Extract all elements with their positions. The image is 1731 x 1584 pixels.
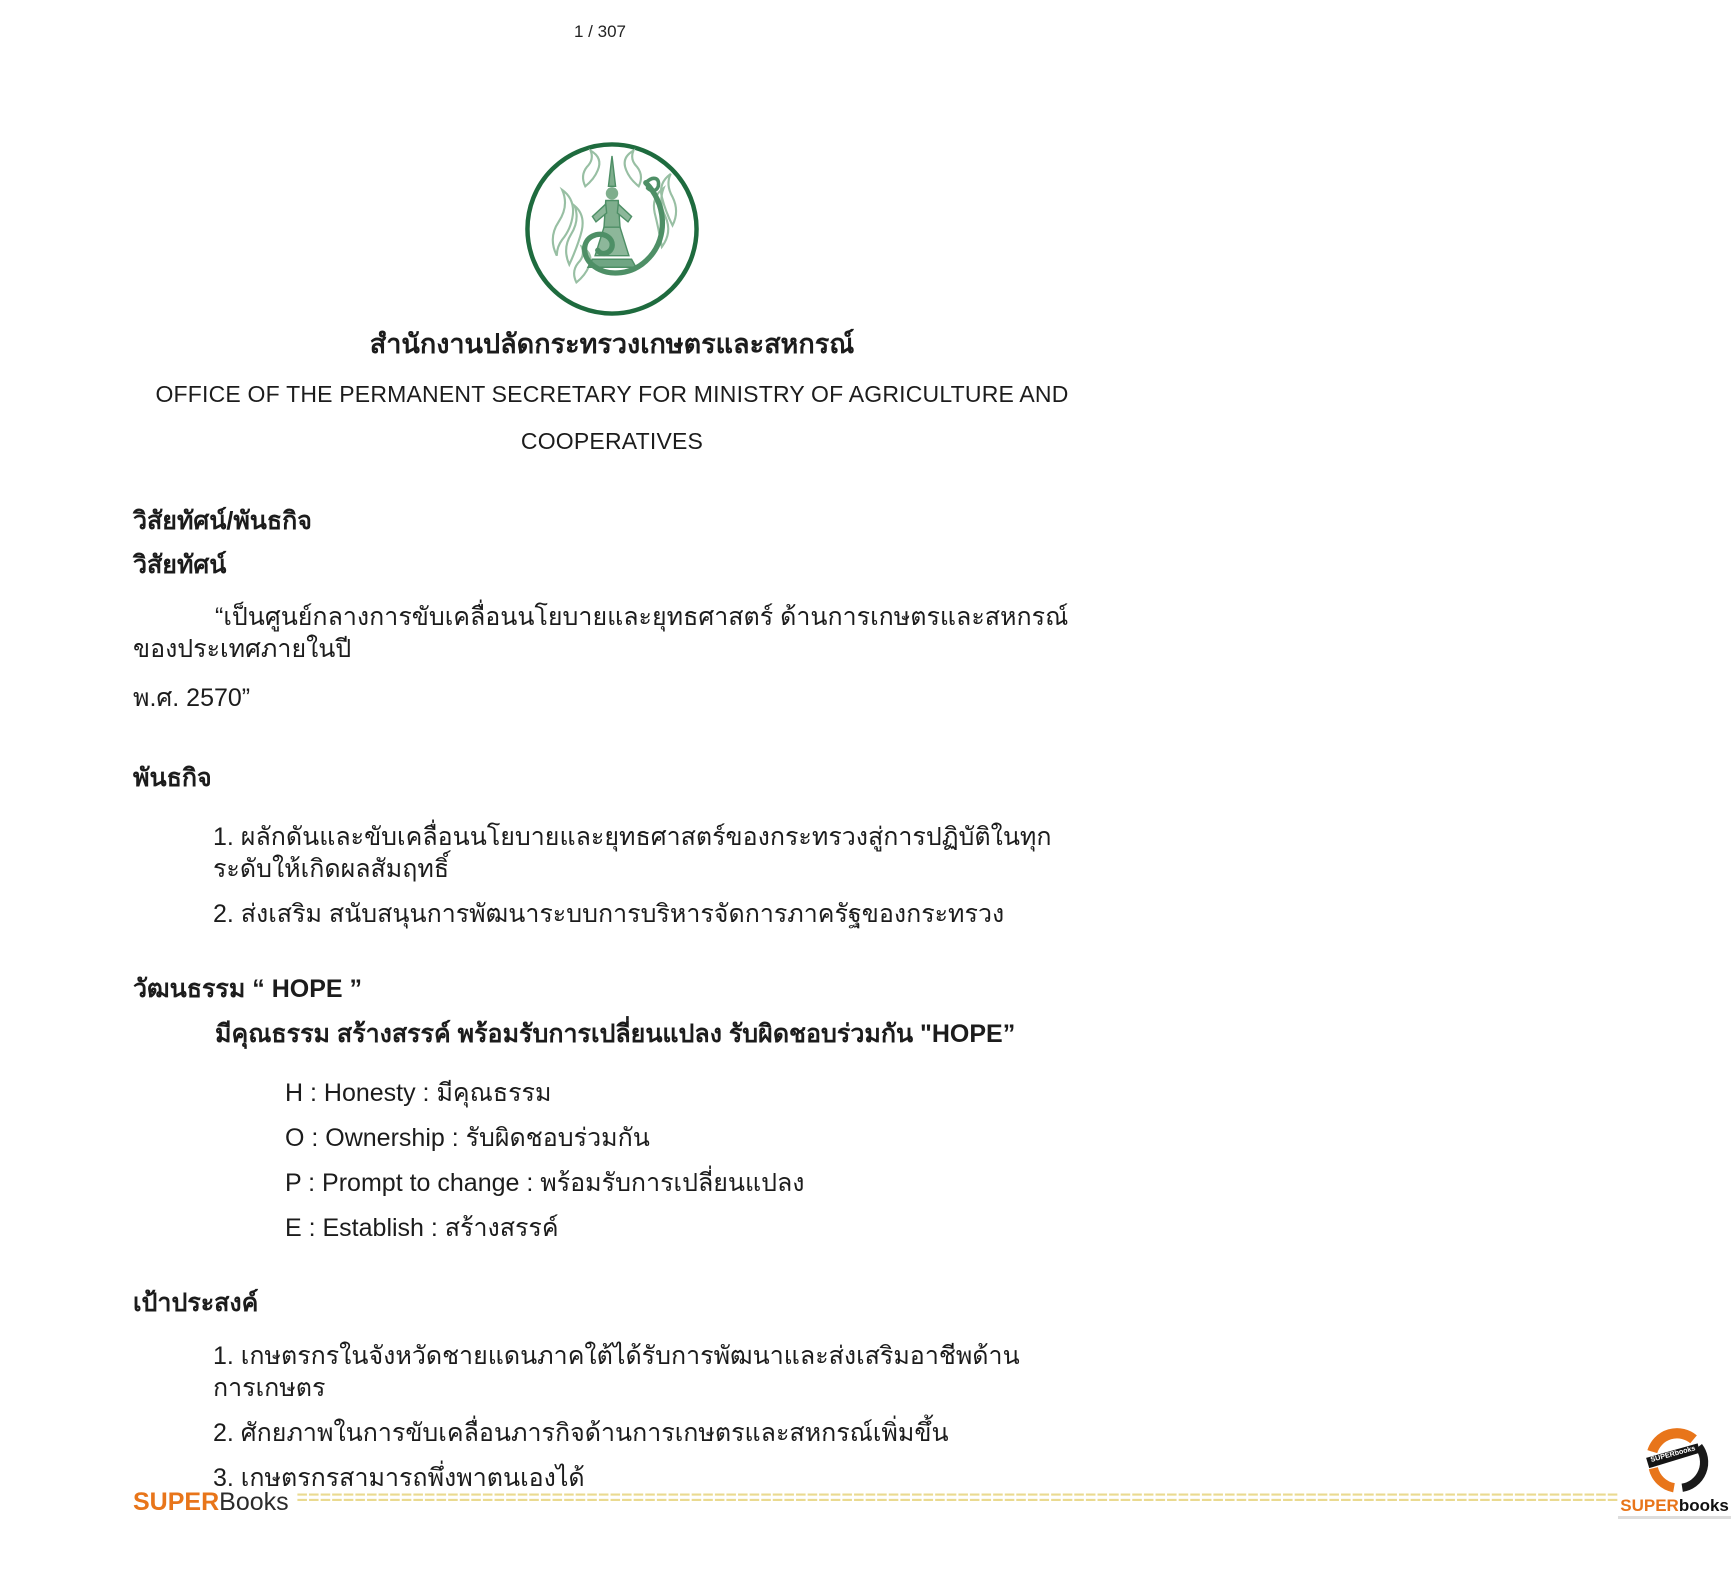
culture-subheader: มีคุณธรรม สร้างสรรค์ พร้อมรับการเปลี่ยนแปลง รับผิดชอบร่วมกัน "HOPE”	[215, 1020, 1016, 1048]
goal-item: 3. เกษตรกรสามารถพึ่งพาตนเองได้	[213, 1464, 585, 1492]
section-header-mission: พันธกิจ	[133, 764, 212, 792]
agency-title-english-line1: OFFICE OF THE PERMANENT SECRETARY FOR MINISTRY OF AGRICULTURE AND	[155, 381, 1069, 407]
hope-item-prompt-to-change: P : Prompt to change : พร้อมรับการเปลี่ยนแปลง	[285, 1169, 805, 1197]
mission-item: 1. ผลักดันและขับเคลื่อนนโยบายและยุทธศาสตร์ของกระทรวงสู่การปฏิบัติในทุกระดับให้เกิดผลสัมฤทธิ์	[213, 823, 1052, 883]
footer-logo-super: SUPER	[1620, 1496, 1679, 1515]
hope-item-ownership: O : Ownership : รับผิดชอบร่วมกัน	[285, 1124, 650, 1152]
goal-item: 1. เกษตรกรในจังหวัดชายแดนภาคใต้ได้รับการพัฒนาและส่งเสริมอาชีพด้านการเกษตร	[213, 1342, 1020, 1402]
swoosh-ribbon-label: SUPERbooks	[1649, 1443, 1696, 1464]
ministry-seal-icon	[523, 140, 701, 318]
section-header-vision-mission: วิสัยทัศน์/พันธกิจ	[133, 507, 312, 535]
vision-text-line1: “เป็นศูนย์กลางการขับเคลื่อนนโยบายและยุทธศาสตร์ ด้านการเกษตรและสหกรณ์ของประเทศภายในปี	[133, 603, 1069, 663]
vision-text-line2: พ.ศ. 2570”	[133, 684, 251, 712]
footer-separator: ==================================================================================================================	[296, 1488, 1619, 1509]
footer-brand-left	[133, 1488, 289, 1516]
footer-logo-wordmark	[1618, 1496, 1731, 1516]
footer	[133, 1430, 1729, 1516]
agency-title-english-line2: COOPERATIVES	[520, 428, 704, 454]
footer-brand-books: Books	[219, 1488, 289, 1516]
superbooks-swoosh-icon	[1642, 1430, 1708, 1496]
hope-item-establish: E : Establish : สร้างสรรค์	[285, 1214, 559, 1242]
section-header-vision: วิสัยทัศน์	[133, 551, 227, 579]
page-number: 1 / 307	[574, 22, 626, 41]
footer-brand-super: SUPER	[133, 1488, 220, 1516]
hope-item-honesty: H : Honesty : มีคุณธรรม	[285, 1079, 552, 1107]
goal-item: 2. ศักยภาพในการขับเคลื่อนภารกิจด้านการเกษตรและสหกรณ์เพิ่มขึ้น	[213, 1419, 949, 1447]
mission-item: 2. ส่งเสริม สนับสนุนการพัฒนาระบบการบริหารจัดการภาครัฐของกระทรวง	[213, 900, 1005, 928]
footer-publisher-logo	[1620, 1430, 1729, 1516]
agency-title-thai: สำนักงานปลัดกระทรวงเกษตรและสหกรณ์	[369, 329, 855, 359]
footer-logo-books: books	[1678, 1496, 1729, 1515]
ministry-seal-logo	[523, 140, 701, 318]
section-header-culture: วัฒนธรรม “ HOPE ”	[133, 975, 362, 1003]
section-header-goals: เป้าประสงค์	[133, 1289, 259, 1317]
